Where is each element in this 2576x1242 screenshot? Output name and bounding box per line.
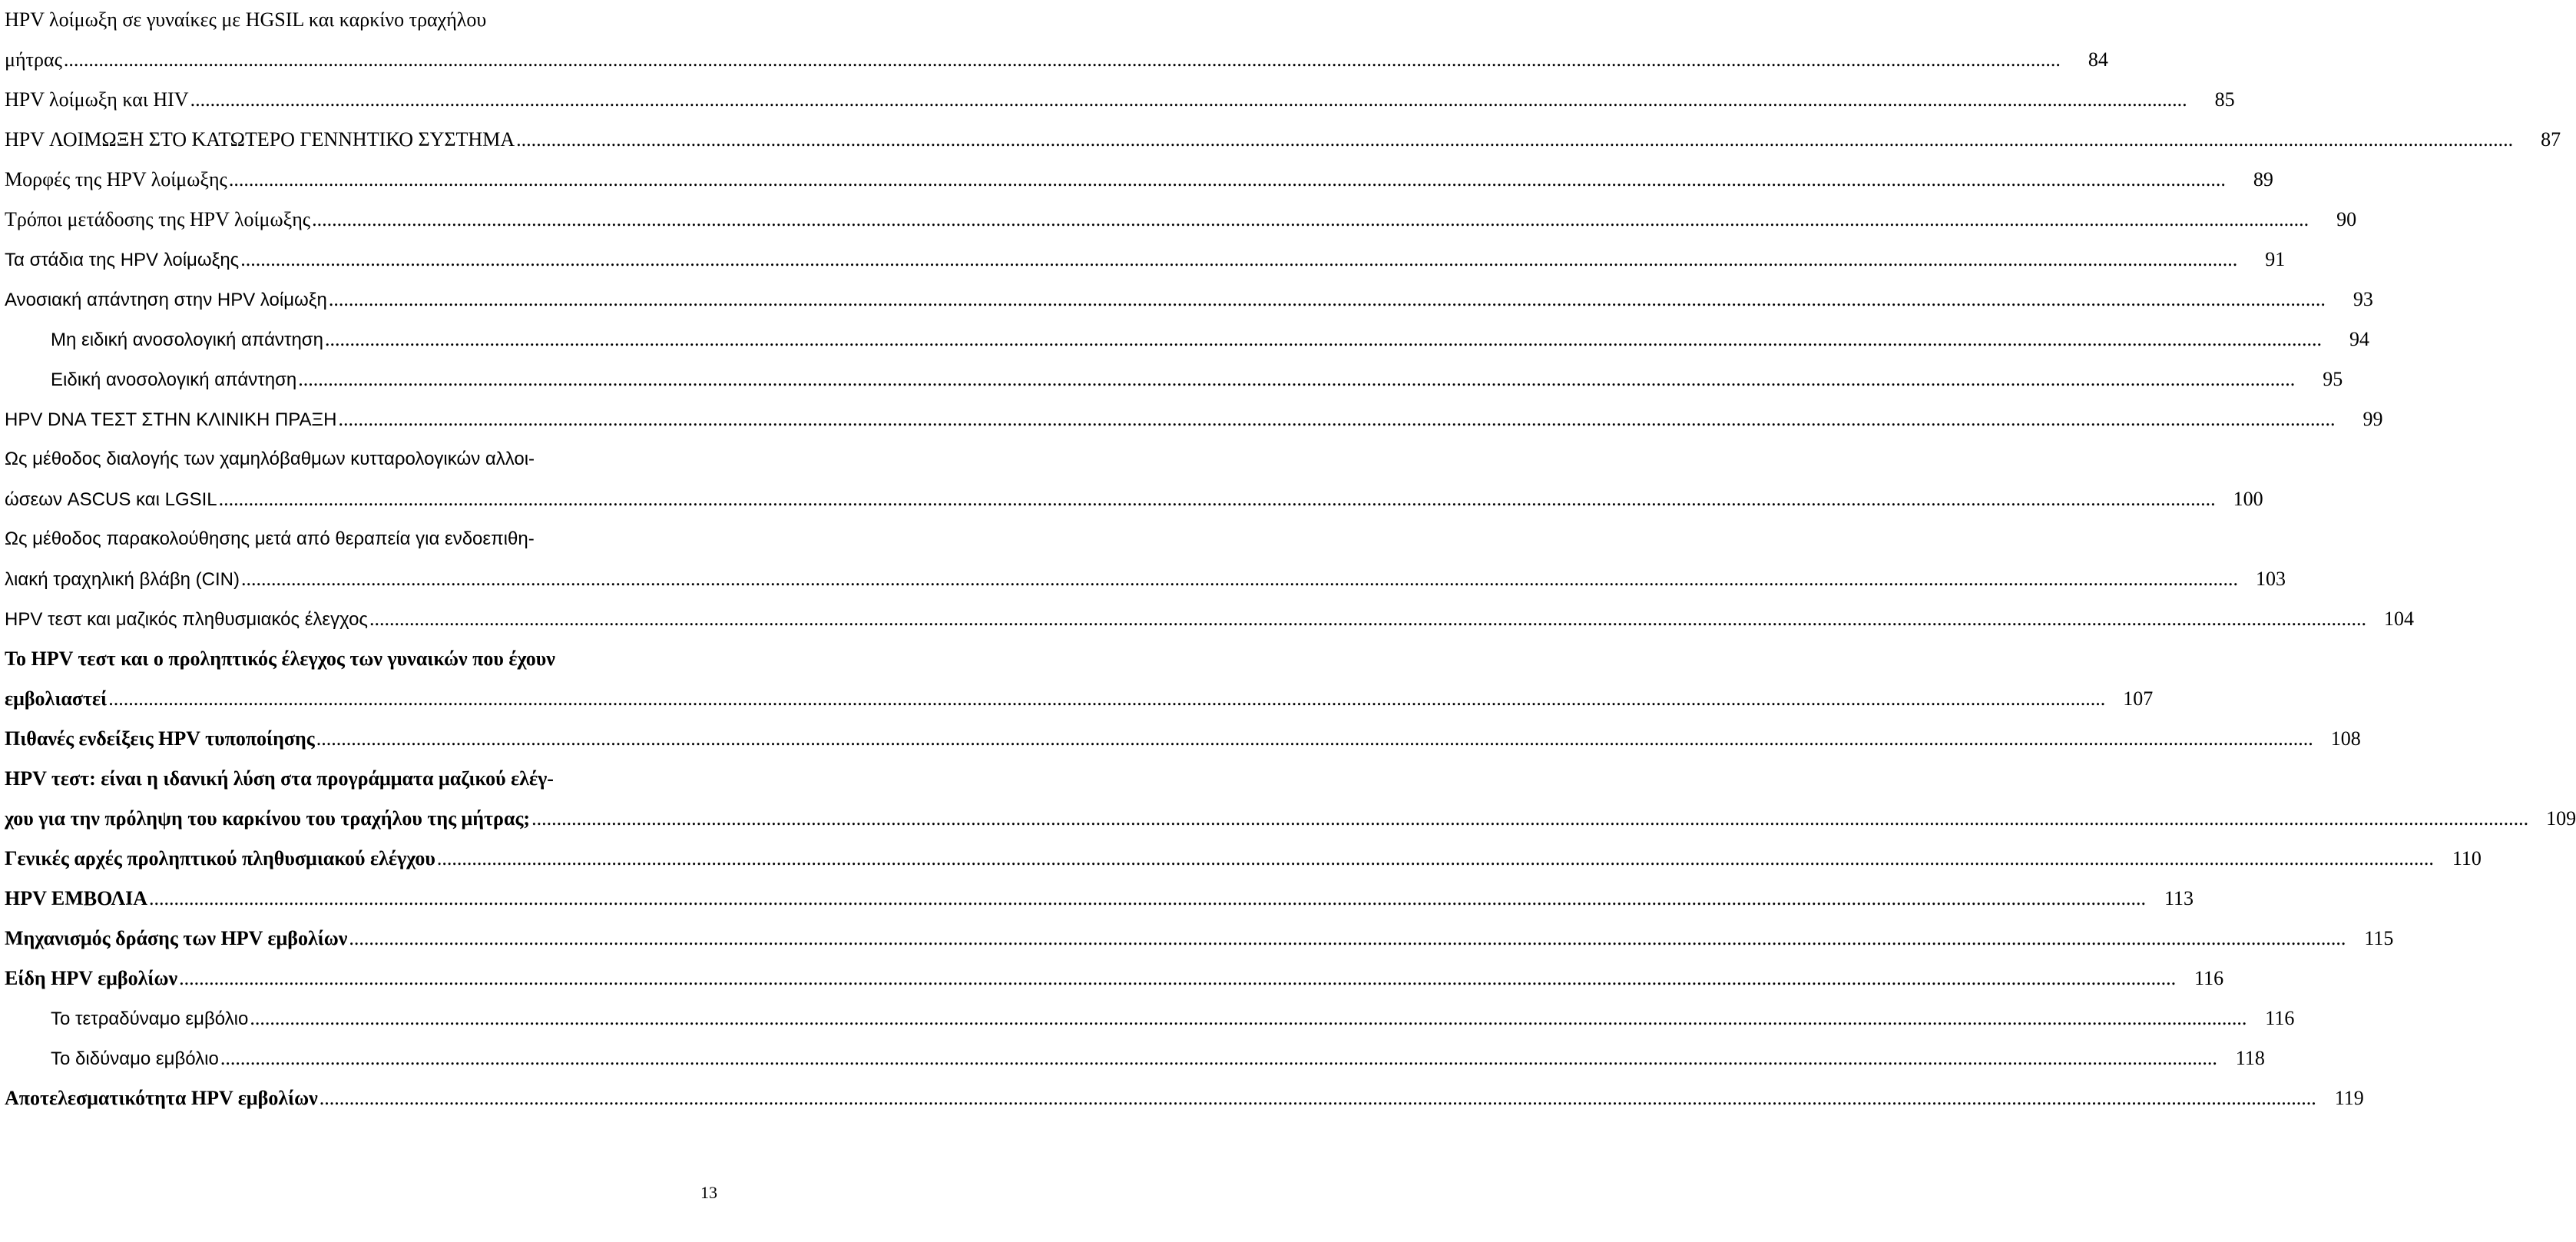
toc-entry-title-line: Ως μέθοδος παρακολούθησης μετά από θεραπεία για ενδοεπιθη-	[5, 528, 535, 549]
toc-entry-page: 91	[2265, 248, 2286, 270]
toc-entry-title: Τρόποι μετάδοσης της HPV λοίμωξης	[5, 208, 311, 230]
toc-entry-title: Μηχανισμός δράσης των HPV εμβολίων	[5, 927, 348, 949]
toc-entry[interactable]	[5, 160, 2273, 200]
toc-entry-page: 116	[2194, 967, 2224, 989]
toc-entry[interactable]	[5, 1078, 2364, 1118]
toc-entry-title: Ανοσιακή απάντηση στην HPV λοίμωξη	[5, 290, 327, 310]
table-of-contents	[5, 0, 2576, 1118]
toc-entry-title: Τα στάδια της HPV λοίμωξης	[5, 250, 240, 270]
toc-entry[interactable]	[5, 1038, 2265, 1078]
toc-entry-title: Είδη HPV εμβολίων	[5, 967, 178, 989]
dot-leader: ................................................................................................................................................................................................................................................................................................................................................................................................................	[63, 48, 2061, 71]
toc-entry-page: 107	[2123, 687, 2154, 710]
toc-entry-title: Μη ειδική ανοσολογική απάντηση	[51, 330, 323, 350]
dot-leader: ................................................................................................................................................................................................................................................................................................................................................................................................................	[179, 967, 2177, 989]
toc-entry[interactable]	[5, 439, 2263, 519]
toc-entry-page: 100	[2233, 488, 2263, 510]
toc-entry-page: 119	[2334, 1087, 2364, 1109]
toc-entry-title: HPV ΕΜΒΟΛΙΑ	[5, 887, 147, 909]
toc-entry-title: μήτρας	[5, 48, 62, 71]
dot-leader: ................................................................................................................................................................................................................................................................................................................................................................................................................	[250, 1007, 2247, 1029]
dot-leader: ................................................................................................................................................................................................................................................................................................................................................................................................................	[338, 408, 2336, 430]
dot-leader: ................................................................................................................................................................................................................................................................................................................................................................................................................	[316, 727, 2313, 750]
dot-leader: ................................................................................................................................................................................................................................................................................................................................................................................................................	[149, 887, 2146, 909]
dot-leader: ................................................................................................................................................................................................................................................................................................................................................................................................................	[328, 288, 2326, 310]
toc-entry[interactable]	[5, 200, 2357, 240]
dot-leader: ................................................................................................................................................................................................................................................................................................................................................................................................................	[319, 1087, 2316, 1109]
dot-leader: ................................................................................................................................................................................................................................................................................................................................................................................................................	[531, 807, 2529, 830]
toc-entry[interactable]	[5, 639, 2154, 719]
toc-entry[interactable]	[5, 839, 2482, 879]
dot-leader: ................................................................................................................................................................................................................................................................................................................................................................................................................	[240, 568, 2238, 590]
toc-entry-page: 89	[2253, 168, 2273, 190]
toc-entry[interactable]	[5, 519, 2286, 599]
toc-entry-page: 85	[2214, 88, 2235, 111]
toc-entry-title: χου για την πρόληψη του καρκίνου του τραχήλου της μήτρας;	[5, 807, 531, 830]
toc-entry-page: 108	[2330, 727, 2361, 750]
toc-entry[interactable]	[5, 80, 2235, 120]
dot-leader: ................................................................................................................................................................................................................................................................................................................................................................................................................	[228, 168, 2226, 190]
toc-entry-page: 87	[2541, 128, 2561, 151]
toc-entry[interactable]	[5, 359, 2343, 399]
toc-entry-page: 110	[2452, 847, 2482, 869]
toc-entry[interactable]	[5, 399, 2383, 439]
page-number: 13	[700, 1183, 717, 1202]
dot-leader: ................................................................................................................................................................................................................................................................................................................................................................................................................	[220, 1047, 2217, 1069]
toc-entry-page: 90	[2336, 208, 2357, 230]
toc-entry-title: εμβολιαστεί	[5, 687, 108, 710]
toc-entry-page: 113	[2164, 887, 2194, 909]
toc-entry-title: HPV DNA ΤΕΣΤ ΣΤΗΝ ΚΛΙΝΙΚΗ ΠΡΑΞΗ	[5, 409, 337, 430]
toc-entry[interactable]	[5, 599, 2414, 639]
toc-entry[interactable]	[5, 280, 2373, 320]
dot-leader: ................................................................................................................................................................................................................................................................................................................................................................................................................	[240, 248, 2238, 270]
dot-leader: ................................................................................................................................................................................................................................................................................................................................................................................................................	[349, 927, 2346, 949]
toc-entry-title: Το τετραδύναμο εμβόλιο	[51, 1009, 249, 1029]
dot-leader: ................................................................................................................................................................................................................................................................................................................................................................................................................	[190, 88, 2187, 111]
toc-entry[interactable]	[5, 879, 2194, 919]
toc-entry-title: ώσεων ASCUS και LGSIL	[5, 489, 217, 510]
toc-entry-page: 99	[2362, 408, 2383, 430]
dot-leader: ................................................................................................................................................................................................................................................................................................................................................................................................................	[312, 208, 2309, 230]
toc-entry-title: Ειδική ανοσολογική απάντηση	[51, 369, 297, 390]
toc-entry-title: Αποτελεσματικότητα HPV εμβολίων	[5, 1087, 318, 1109]
toc-entry[interactable]	[5, 959, 2224, 999]
toc-entry-title: HPV λοίμωξη και HIV	[5, 88, 189, 111]
toc-entry-page: 116	[2265, 1007, 2295, 1029]
dot-leader: ................................................................................................................................................................................................................................................................................................................................................................................................................	[218, 488, 2216, 510]
toc-entry-title: Μορφές της HPV λοίμωξης	[5, 168, 227, 190]
toc-entry-title-line: Ως μέθοδος διαλογής των χαμηλόβαθμων κυτταρολογικών αλλοι-	[5, 449, 535, 469]
toc-entry-title-line: HPV λοίμωξη σε γυναίκες με HGSIL και καρκίνο τραχήλου	[5, 8, 487, 31]
toc-entry[interactable]	[5, 240, 2286, 280]
toc-entry[interactable]	[5, 919, 2394, 959]
toc-entry[interactable]	[5, 759, 2576, 839]
toc-entry-title: Το διδύναμο εμβόλιο	[51, 1048, 219, 1069]
dot-leader: ................................................................................................................................................................................................................................................................................................................................................................................................................	[516, 128, 2514, 151]
toc-entry-page: 118	[2235, 1047, 2265, 1069]
toc-entry-page: 109	[2546, 807, 2576, 830]
dot-leader: ................................................................................................................................................................................................................................................................................................................................................................................................................	[108, 687, 2106, 710]
dot-leader: ................................................................................................................................................................................................................................................................................................................................................................................................................	[436, 847, 2434, 869]
toc-entry-page: 103	[2255, 568, 2286, 590]
toc-entry-page: 84	[2088, 48, 2108, 71]
toc-entry-title-line: HPV τεστ: είναι η ιδανική λύση στα προγράμματα μαζικού ελέγ-	[5, 767, 554, 790]
toc-entry-title: Γενικές αρχές προληπτικού πληθυσμιακού ελέγχου	[5, 847, 435, 869]
toc-entry[interactable]	[5, 0, 2108, 80]
toc-entry-title: HPV ΛΟΙΜΩΞΗ ΣΤΟ ΚΑΤΩΤΕΡΟ ΓΕΝΝΗΤΙΚΟ ΣΥΣΤΗΜΑ	[5, 128, 515, 151]
toc-entry[interactable]	[5, 719, 2361, 759]
toc-entry[interactable]	[5, 320, 2369, 359]
toc-entry[interactable]	[5, 999, 2295, 1038]
toc-entry-title: HPV τεστ και μαζικός πληθυσμιακός έλεγχος	[5, 609, 368, 630]
toc-entry-page: 115	[2364, 927, 2394, 949]
dot-leader: ................................................................................................................................................................................................................................................................................................................................................................................................................	[369, 608, 2366, 630]
toc-entry[interactable]	[5, 120, 2561, 160]
toc-entry-title: λιακή τραχηλική βλάβη (CIN)	[5, 569, 240, 590]
toc-entry-page: 94	[2349, 328, 2369, 350]
toc-entry-title: Πιθανές ενδείξεις HPV τυποποίησης	[5, 727, 315, 750]
toc-entry-title-line: Το HPV τεστ και ο προληπτικός έλεγχος των γυναικών που έχουν	[5, 647, 555, 670]
toc-entry-page: 93	[2353, 288, 2373, 310]
toc-entry-page: 104	[2384, 608, 2414, 630]
dot-leader: ................................................................................................................................................................................................................................................................................................................................................................................................................	[324, 328, 2322, 350]
toc-entry-page: 95	[2323, 368, 2343, 390]
dot-leader: ................................................................................................................................................................................................................................................................................................................................................................................................................	[298, 368, 2296, 390]
